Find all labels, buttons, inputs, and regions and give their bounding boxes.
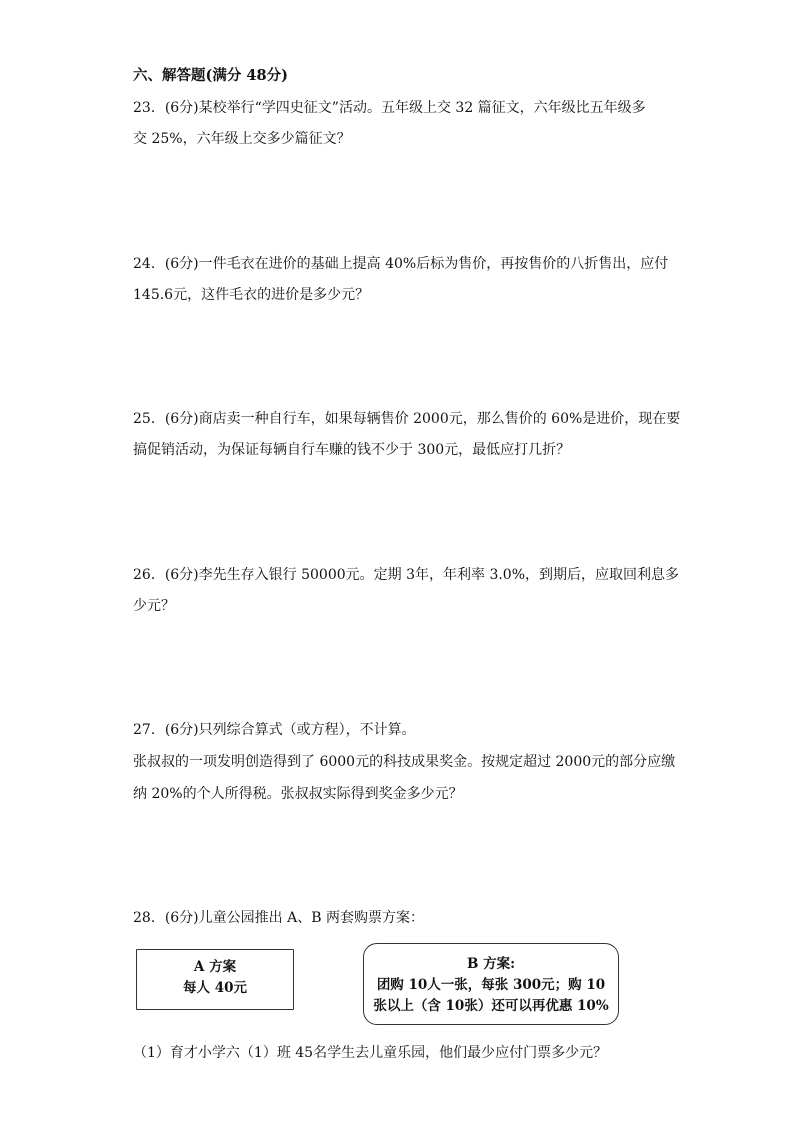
plan-a-title: A 方案 xyxy=(193,959,237,975)
question-text-line: 交 25%，六年级上交多少篇征文？ xyxy=(133,131,351,147)
question-text-line: 少元？ xyxy=(133,598,175,614)
plan-b-line: 团购 10人一张，每张 300元；购 10 xyxy=(376,977,606,993)
question-text-line: 25．(6分)商店卖一种自行车，如果每辆售价 2000元，那么售价的 60%是进价，现在要 xyxy=(133,411,681,427)
plan-b-box xyxy=(363,943,619,1025)
question-text-line: 23．(6分)某校举行“学四史征文”活动。五年级上交 32 篇征文，六年级比五年级多 xyxy=(133,100,646,116)
plan-a-line: 每人 40元 xyxy=(183,980,247,996)
question-text-line: 搞促销活动，为保证每辆自行车赚的钱不少于 300元，最低应打几折？ xyxy=(133,442,571,458)
section-title: 六、解答题(满分 48分) xyxy=(133,67,288,84)
question-text-line: 纳 20%的个人所得税。张叔叔实际得到奖金多少元？ xyxy=(133,786,463,802)
question-text-line: 145.6元，这件毛衣的进价是多少元？ xyxy=(133,287,370,303)
plan-b-line: 张以上（含 10张）还可以再优惠 10% xyxy=(373,998,609,1014)
question-text-line: 24．(6分)一件毛衣在进价的基础上提高 40%后标为售价，再按售价的八折售出，应付 xyxy=(133,256,669,272)
question-text-line: 27．(6分)只列综合算式（或方程），不计算。 xyxy=(133,722,416,738)
plan-a-box xyxy=(136,949,294,1010)
question-text-line: 26．(6分)李先生存入银行 50000元。定期 3年，年利率 3.0%，到期后，应取回利息多 xyxy=(133,567,680,583)
plan-b-title: B 方案: xyxy=(466,956,516,972)
sub-question-1: （1）育才小学六（1）班 45名学生去儿童乐园，他们最少应付门票多少元？ xyxy=(133,1045,608,1061)
question-text-line: 28．(6分)儿童公园推出 A、B 两套购票方案： xyxy=(133,910,424,926)
question-text-line: 张叔叔的一项发明创造得到了 6000元的科技成果奖金。按规定超过 2000元的部分应缴 xyxy=(133,754,676,770)
